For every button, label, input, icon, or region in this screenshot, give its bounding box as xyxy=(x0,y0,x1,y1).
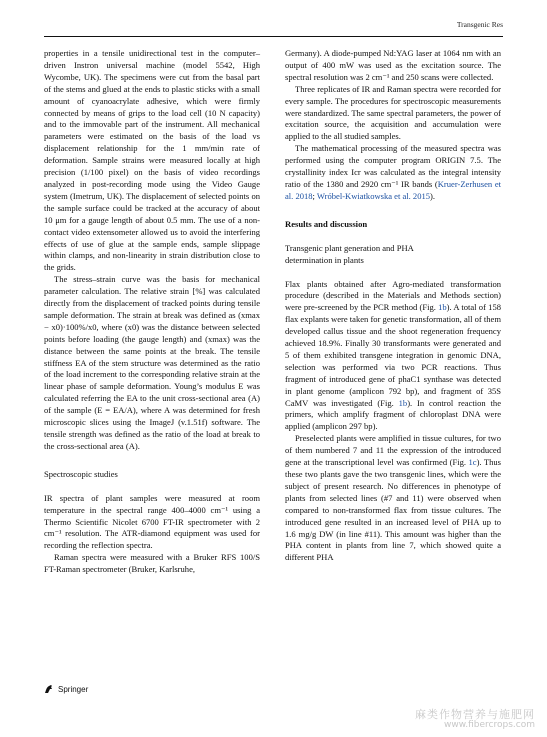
paragraph xyxy=(285,433,501,564)
paragraph-text: ). Thus these two plants gave the two transgenic lines, which were the subject of present research. No differences in phenotype of plants from selected lines (#7 and 11) were observed when compared to non-transformed flax from tissue cultures. The introduced gene resulted in an increased level of PHA up to 1.6 mg/g DW (in line #11). This amount was higher than the PHA content in plants from line 7, which showed quite a different PHA xyxy=(285,457,501,563)
watermark-line: 麻类作物营养与施肥网 xyxy=(415,708,535,721)
section-heading-results: Results and discussion xyxy=(285,218,368,229)
header-rule xyxy=(44,36,503,37)
citation-link[interactable]: Kruer-Zerhusen et al. 2018 xyxy=(285,178,501,201)
springer-horse-icon xyxy=(44,684,54,694)
paragraph xyxy=(285,279,501,434)
subsection-heading-line: determination in plants xyxy=(285,254,364,265)
paragraph-text: Flax plants obtained after Agro-mediated transformation procedure (described in the Materials and Methods section) were pre-screened by the PCR method (Fig. xyxy=(285,278,501,313)
journal-tag: Transgenic Res xyxy=(456,20,503,29)
paragraph: properties in a tensile unidirectional test in the computer–driven Instron universal machine (model 5542, High Wycombe, UK). The specimens were cut from the basal part of the stems and glued at the ends to plastic sticks with a small amount of cyanoacrylate adhesive, which were firmly connected by means of grips to the load cell (10 N capacity) and to the immovable part of the instrument. All mechanical parameters were estimated on the basis of the load vs displacement relationship for the 1 mm/min rate of deformation. Sample strains were measured locally at high precision (1/100 pixel) on the basis of video recordings analyzed in post-recording mode using the Video Gauge system (Imetrum, UK). The displacement of selected points on the sample surface could be tracked at the accuracy of about 10 μm for a gauge length of about 0.5 mm. The use of a non-contact video extensometer allowed us to avoid the interfering effects of use of glue at the sample ends, sample slippage within clamps, and non-linearity in strain distribution close to the grids. xyxy=(44,48,260,273)
paragraph: IR spectra of plant samples were measured at room temperature in the spectral range 400–4000 cm⁻¹ using a Thermo Scientific Nicolet 6700 FT-IR spectrometer with 2 cm⁻¹ resolution. The ATR-diamond equipment was used for recording the reflection spectra. xyxy=(44,492,260,551)
paragraph-text: The mathematical processing of the measured spectra was performed using the computer program ORIGIN 7.5. The crystallinity index Icr was calculated as the integral intensity ratio of the 1380 and 2920 cm⁻¹ IR bands ( xyxy=(285,143,501,189)
footer xyxy=(44,684,88,694)
paragraph: Raman spectra were measured with a Bruker RFS 100/S FT-Raman spectrometer (Bruker, Karlsruhe, xyxy=(44,552,260,575)
watermark-line: www.fibercrops.com xyxy=(444,720,535,730)
figure-link[interactable]: 1b xyxy=(398,397,408,408)
publisher-name: Springer xyxy=(58,684,89,694)
section-heading-spectroscopic: Spectroscopic studies xyxy=(44,468,118,479)
watermark xyxy=(415,709,535,731)
subsection-heading-line: Transgenic plant generation and PHA xyxy=(285,242,414,253)
paragraph-text: Preselected plants were amplified in tissue cultures, for two of them numbered 7 and 11 the expression of the introduced gene at the transcriptional level was confirmed (Fig. xyxy=(285,433,501,468)
paragraph xyxy=(285,143,501,203)
citation-separator: ; xyxy=(312,190,317,201)
paragraph: Three replicates of IR and Raman spectra were recorded for every sample. The procedures for spectroscopic measurements were standardized. The same spectral parameters, the power of excitation source, the acquisition and accumulation were applied to the all studied samples. xyxy=(285,83,501,142)
paragraph-text: ). In control reaction the primers, which amplify fragment of chloroplast DNA were applied (amplicon 297 bp). xyxy=(285,397,502,432)
paragraph-text: ). xyxy=(430,190,435,201)
right-column xyxy=(285,48,501,564)
left-column xyxy=(44,48,260,576)
paragraph-text: ). A total of 158 flax explants were taken for genetic transformation, all of them developed callus tissue and the shoot regeneration frequency achieved 18.9%. Finally 30 transformants were generated and 5 of them exhibited transgene integration in genomic DNA, selection was performed via two PCR reactions. Thus fragment of introduced gene of phaC1 synthase was detected in plant genome (amplicon 792 bp), and fragment of 35S CaMV was investigated (Fig. xyxy=(285,302,501,408)
paragraph: Germany). A diode-pumped Nd:YAG laser at 1064 nm with an output of 400 mW was used as the excitation source. The spectral resolution was 2 cm⁻¹ and 250 scans were collected. xyxy=(285,48,501,82)
paragraph: The stress–strain curve was the basis for mechanical parameter calculation. The relative strain [%] was calculated directly from the displacement of tracked points during tensile sample deformation. The strain at break was defined as (xmax − x0)·100%/x0, where (x0) was the distance between selected points before loading (the gauge length) and (xmax) was the distance between the same points at the break. The tensile stiffness EA of the stem structure was determined as the ratio of the load increment to the corresponding relative strain at the linear phase of sample deformation. Young’s modulus E was calculated referring the EA to the unit cross-sectional area (A) of the sample (E = EA/A), where A was determined for fresh microscopic slices using the ImageJ (v.1.51f) software. The tensile strength was defined as the ratio of the load at break to the cross-sectional area (A). xyxy=(44,274,260,451)
figure-link[interactable]: 1b xyxy=(438,302,447,313)
subsection-heading xyxy=(285,243,501,267)
figure-link[interactable]: 1c xyxy=(468,457,477,468)
citation-link[interactable]: Wróbel-Kwiatkowska et al. 2015 xyxy=(316,190,431,201)
